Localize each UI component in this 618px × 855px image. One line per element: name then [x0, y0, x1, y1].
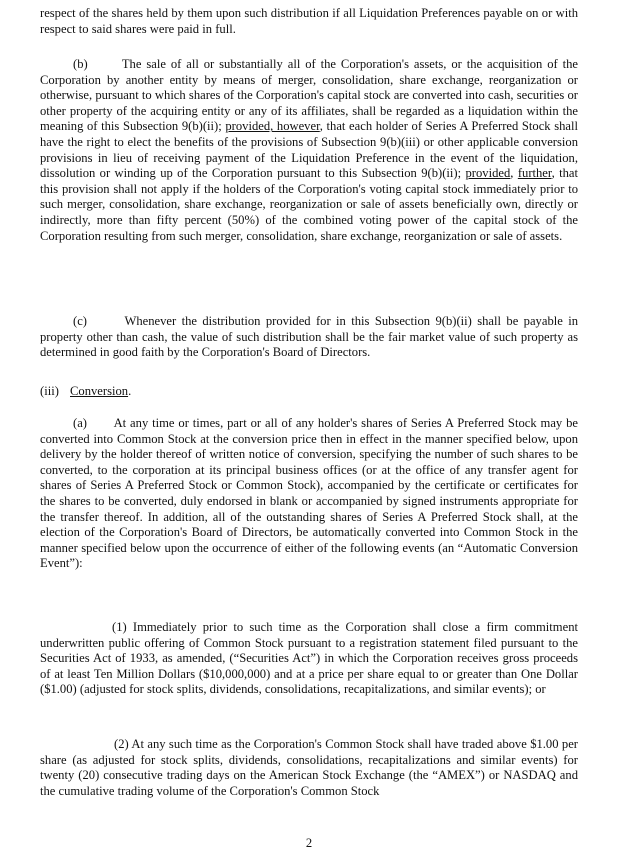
paragraph-c-label: (c): [73, 314, 87, 328]
paragraph-a: (a) At any time or times, part or all of any holder's shares of Series A Preferred Stock may be converted into Common Stock at the conversion price then in effect in the manner specified below, upon delivery by the holder thereof of written notice of conversion, specifying the number of such shares to be converted, to the corporation at its principal business offices (or at the office of any transfer agent for shares of Series A Preferred Stock or Common Stock), accompanied by the certificate or certificates for the shares to be converted, duly endorsed in blank or accompanied by signed instruments appropriate for the transfer thereof. In addition, all of the outstanding shares of Series A Preferred Stock shall, at the election of the Corporation's Board of Directors, be automatically converted into Common Stock in the manner specified below upon the occurrence of either of the following events (an “Automatic Conversion Event”):: [40, 416, 578, 571]
section-number: (iii): [40, 384, 59, 398]
top-paragraph: respect of the shares held by them upon such distribution if all Liquidation Preferences payable on or with respect to said shares were paid in full.: [40, 6, 578, 36]
automatic-conversion-item-1: (1) Immediately prior to such time as the Corporation shall close a firm commitment underwritten public offering of Common Stock pursuant to a registration statement filed pursuant to the Securities Act of 1933, as amended, (“Securities Act”) in which the Corporation receives gross proceeds of at least Ten Million Dollars ($10,000,000) and at a price per share equal to or greater than One Dollar ($1.00) (adjusted for stock splits, dividends, consolidations, recapitalizations, and similar events); or: [40, 620, 578, 697]
paragraph-b: (b) The sale of all or substantially all of the Corporation's assets, or the acquisition of the Corporation by another entity by means of merger, consolidation, share exchange, reorganization or otherwise, pursuant to which shares of the Corporation's capital stock are converted into cash, securities or other property of the acquiring entity or any of its affiliates, shall be regarded as a liquidation within the meaning of this Subsection 9(b)(ii); provided, however, that each holder of Series A Preferred Stock shall have the right to elect the benefits of the provisions of Subsection 9(b)(iii) or other applicable conversion provisions in lieu of receiving payment of the Liquidation Preference in the event of the liquidation, dissolution or winding up of the Corporation pursuant to this Subsection 9(b)(ii); provided, further, that this provision shall not apply if the holders of the Corporation's voting capital stock immediately prior to such merger, consolidation, share exchange, reorganization or sale of assets beneficially own, directly or indirectly, more than fifty percent (50%) of the combined voting power of the capital stock of the Corporation resulting from such merger, consolidation, share exchange, reorganization or sale of assets.: [40, 57, 579, 243]
page-number: 2: [305, 836, 313, 850]
provided-however: provided, however: [225, 119, 320, 134]
provided: provided: [465, 166, 511, 181]
paragraph-b-label: (b): [73, 57, 88, 71]
paragraph-a-label: (a): [73, 416, 87, 430]
section-title: Conversion: [70, 384, 129, 398]
further: further: [517, 166, 552, 181]
paragraph-c: (c) Whenever the distribution provided for in this Subsection 9(b)(ii) shall be payable in property other than cash, the value of such distribution shall be the fair market value of such property as determined in good faith by the Corporation's Board of Directors.: [40, 314, 579, 360]
automatic-conversion-item-2: (2) At any such time as the Corporation's Common Stock shall have traded above $1.00 per share (as adjusted for stock splits, dividends, consolidations, recapitalizations and similar events) for twenty (20) consecutive trading days on the American Stock Exchange (the “AMEX”) or NASDAQ and the cumulative trading volume of the Corporation's Common Stock: [40, 737, 578, 798]
section-heading-conversion: (iii) Conversion.: [40, 384, 132, 398]
